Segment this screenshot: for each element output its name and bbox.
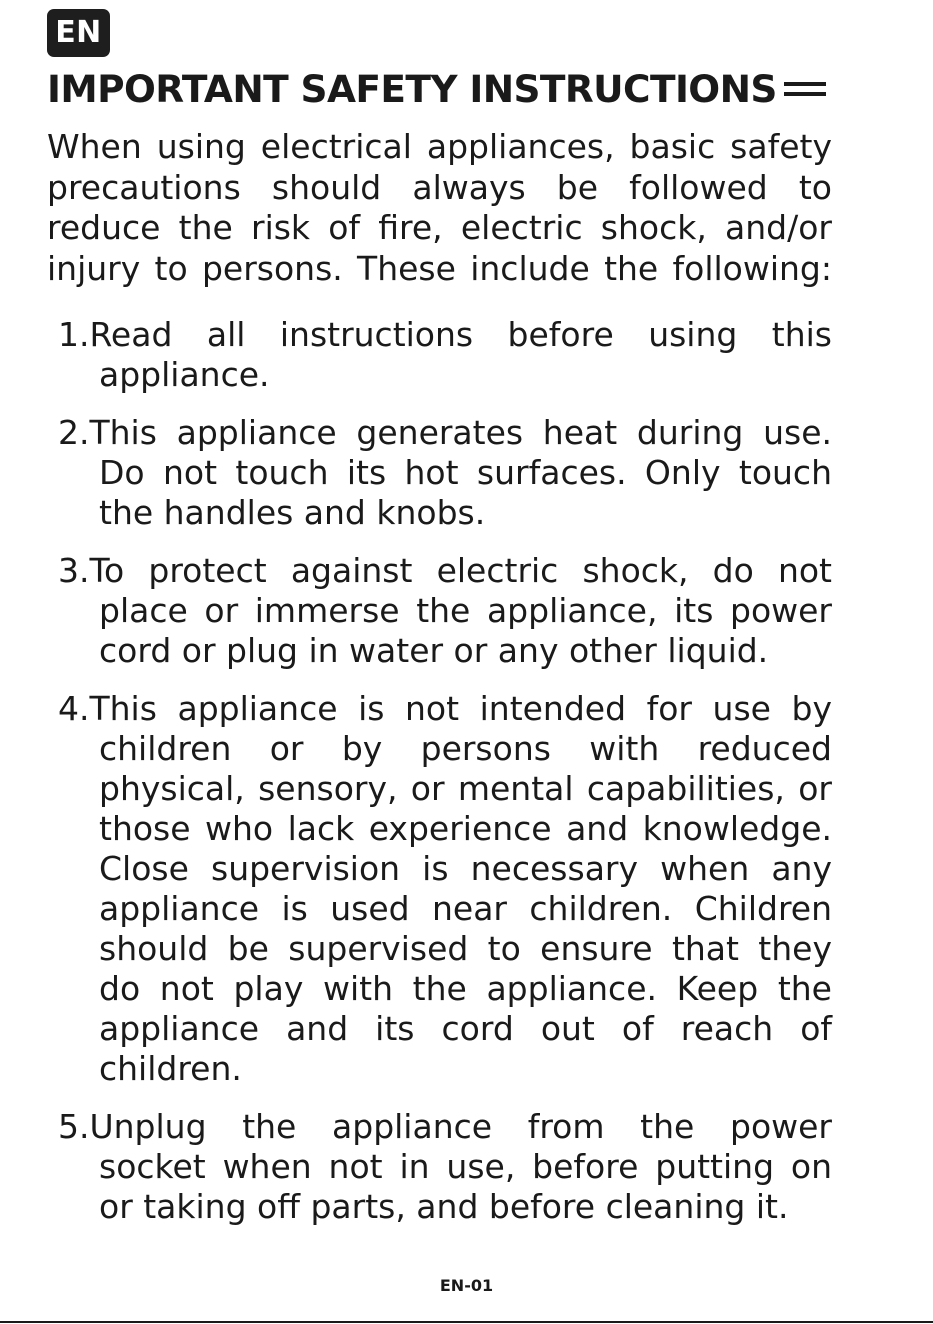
double-rule-mark [784, 79, 826, 99]
instruction-line: children or by persons with reduced [99, 729, 832, 768]
instruction-line: should be supervised to ensure that they [99, 929, 832, 968]
instruction-line: cord or plug in water or any other liquid. [99, 631, 769, 670]
instruction-line: those who lack experience and knowledge. [99, 809, 832, 848]
instruction-line: or taking off parts, and before cleaning it. [99, 1187, 789, 1226]
instruction-item-1 [58, 315, 832, 395]
page-title: IMPORTANT SAFETY INSTRUCTIONS [47, 67, 777, 111]
instruction-line: 2.This appliance generates heat during use. [58, 413, 832, 452]
bottom-rule [0, 1321, 933, 1323]
instruction-line: the handles and knobs. [99, 493, 486, 532]
intro-line: When using electrical appliances, basic safety [47, 127, 832, 166]
instruction-line: appliance. [99, 355, 270, 394]
instruction-line: appliance is used near children. Children [99, 889, 832, 928]
instruction-line: 1.Read all instructions before using this [58, 315, 832, 354]
instruction-line: appliance and its cord out of reach of [99, 1009, 832, 1048]
instruction-line: 3.To protect against electric shock, do not [58, 551, 832, 590]
instruction-line: 5.Unplug the appliance from the power [58, 1107, 832, 1146]
instruction-line: Do not touch its hot surfaces. Only touch [99, 453, 832, 492]
instruction-item-3 [58, 551, 832, 671]
instruction-line: place or immerse the appliance, its power [99, 591, 832, 630]
instruction-line: 4.This appliance is not intended for use by [58, 689, 832, 728]
instruction-line: socket when not in use, before putting on [99, 1147, 832, 1186]
intro-line: injury to persons. These include the following: [47, 248, 832, 288]
intro-paragraph [47, 127, 832, 289]
instruction-item-4 [58, 689, 832, 1089]
language-badge: EN [47, 9, 110, 57]
instruction-item-5 [58, 1107, 832, 1227]
intro-line: precautions should always be followed to [47, 167, 832, 207]
instruction-line: Close supervision is necessary when any [99, 849, 832, 888]
page-number: EN-01 [439, 1276, 494, 1295]
title-row [47, 62, 837, 116]
instruction-line: do not play with the appliance. Keep the [99, 969, 832, 1008]
instruction-item-2 [58, 413, 832, 533]
instruction-line: children. [99, 1049, 242, 1088]
instruction-line: physical, sensory, or mental capabilities, or [99, 769, 832, 808]
intro-line: reduce the risk of fire, electric shock, and/or [47, 208, 832, 247]
